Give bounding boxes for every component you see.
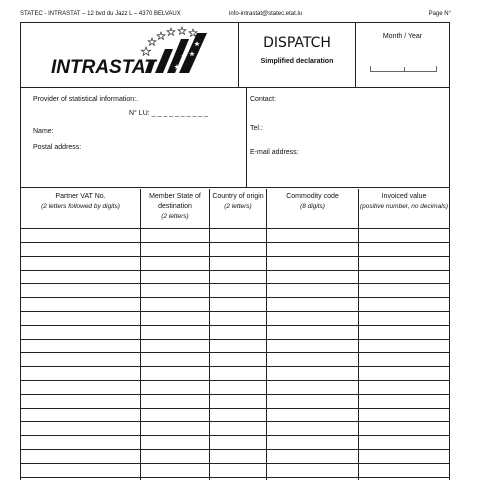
period-label: Month / Year	[382, 33, 423, 40]
partner-vat-cell[interactable]	[21, 353, 141, 367]
table-row	[21, 436, 449, 450]
invoiced-value-cell[interactable]	[359, 395, 449, 409]
member-state-cell[interactable]	[141, 270, 210, 284]
member-state-cell[interactable]	[141, 339, 210, 353]
partner-vat-cell[interactable]	[21, 284, 141, 298]
invoiced-value-cell[interactable]	[359, 326, 449, 340]
email-field[interactable]: E-mail address:	[250, 149, 299, 156]
invoiced-value-cell[interactable]	[359, 298, 449, 312]
period-input[interactable]	[370, 66, 437, 72]
partner-vat-cell[interactable]	[21, 257, 141, 271]
invoiced-value-cell[interactable]	[359, 450, 449, 464]
commodity-code-cell[interactable]	[267, 464, 359, 478]
column-title: Member State of destination	[149, 193, 201, 210]
partner-vat-cell[interactable]	[21, 381, 141, 395]
country-origin-cell[interactable]	[210, 243, 267, 257]
country-origin-cell[interactable]	[210, 284, 267, 298]
country-origin-cell[interactable]	[210, 270, 267, 284]
page-header	[20, 11, 460, 21]
table-row	[21, 353, 449, 367]
country-origin-cell[interactable]	[210, 339, 267, 353]
country-origin-cell[interactable]	[210, 450, 267, 464]
logo-text: INTRASTAT	[51, 57, 156, 78]
column-note: (2 letters)	[161, 213, 189, 220]
column-commodity-code	[267, 189, 359, 228]
country-origin-cell[interactable]	[210, 298, 267, 312]
table-row	[21, 395, 449, 409]
partner-vat-cell[interactable]	[21, 229, 141, 243]
country-origin-cell[interactable]	[210, 381, 267, 395]
partner-vat-cell[interactable]	[21, 298, 141, 312]
contact-field[interactable]: Contact:	[250, 96, 277, 103]
country-origin-cell[interactable]	[210, 436, 267, 450]
intrastat-logo-icon	[21, 23, 239, 88]
column-invoiced-value	[359, 189, 449, 228]
table-row	[21, 408, 449, 422]
column-note: (2 letters followed by digits)	[41, 203, 120, 210]
invoiced-value-cell[interactable]	[359, 422, 449, 436]
member-state-cell[interactable]	[141, 284, 210, 298]
member-state-cell[interactable]	[141, 298, 210, 312]
form-title: DISPATCH	[263, 35, 331, 51]
partner-vat-cell[interactable]	[21, 464, 141, 478]
column-title: Commodity code	[286, 193, 339, 200]
dispatch-form	[20, 22, 450, 480]
partner-vat-cell[interactable]	[21, 450, 141, 464]
member-state-cell[interactable]	[141, 395, 210, 409]
table-row	[21, 326, 449, 340]
table-header	[21, 189, 449, 229]
partner-vat-cell[interactable]	[21, 243, 141, 257]
partner-vat-cell[interactable]	[21, 436, 141, 450]
invoiced-value-cell[interactable]	[359, 229, 449, 243]
commodity-code-cell[interactable]	[267, 381, 359, 395]
invoiced-value-cell[interactable]	[359, 381, 449, 395]
invoiced-value-cell[interactable]	[359, 436, 449, 450]
column-note: (positive number, no decimals)	[359, 203, 449, 210]
member-state-cell[interactable]	[141, 381, 210, 395]
commodity-code-cell[interactable]	[267, 326, 359, 340]
column-note: (2 letters)	[224, 203, 252, 210]
member-state-cell[interactable]	[141, 367, 210, 381]
table-row	[21, 312, 449, 326]
commodity-code-cell[interactable]	[267, 436, 359, 450]
member-state-cell[interactable]	[141, 326, 210, 340]
commodity-code-cell[interactable]	[267, 367, 359, 381]
table-row	[21, 270, 449, 284]
partner-vat-cell[interactable]	[21, 339, 141, 353]
country-origin-cell[interactable]	[210, 422, 267, 436]
column-title: Country of origin	[212, 193, 264, 200]
table-row	[21, 339, 449, 353]
commodity-code-cell[interactable]	[267, 312, 359, 326]
title-cell	[239, 23, 356, 88]
member-state-cell[interactable]	[141, 436, 210, 450]
country-origin-cell[interactable]	[210, 312, 267, 326]
table-row	[21, 464, 449, 478]
invoiced-value-cell[interactable]	[359, 353, 449, 367]
table-row	[21, 243, 449, 257]
commodity-code-cell[interactable]	[267, 395, 359, 409]
table-row	[21, 284, 449, 298]
member-state-cell[interactable]	[141, 257, 210, 271]
table-row	[21, 298, 449, 312]
partner-vat-cell[interactable]	[21, 270, 141, 284]
country-origin-cell[interactable]	[210, 353, 267, 367]
commodity-code-cell[interactable]	[267, 284, 359, 298]
country-origin-cell[interactable]	[210, 257, 267, 271]
member-state-cell[interactable]	[141, 353, 210, 367]
logo-cell	[21, 23, 239, 88]
header-page-label: Page N°	[428, 11, 451, 17]
table-row	[21, 422, 449, 436]
period-cell	[356, 23, 449, 88]
commodity-code-cell[interactable]	[267, 408, 359, 422]
contact-cell	[247, 88, 449, 188]
commodity-code-cell[interactable]	[267, 422, 359, 436]
column-title: Invoiced value	[381, 193, 427, 200]
table-row	[21, 381, 449, 395]
tel-field[interactable]: Tel.:	[250, 125, 263, 132]
column-note: (8 digits)	[300, 203, 325, 210]
commodity-code-cell[interactable]	[267, 229, 359, 243]
column-member-state	[141, 189, 210, 228]
member-state-cell[interactable]	[141, 408, 210, 422]
partner-vat-cell[interactable]	[21, 326, 141, 340]
invoiced-value-cell[interactable]	[359, 464, 449, 478]
invoiced-value-cell[interactable]	[359, 243, 449, 257]
country-origin-cell[interactable]	[210, 464, 267, 478]
partner-vat-cell[interactable]	[21, 395, 141, 409]
postal-address-field[interactable]: Postal address:	[33, 144, 82, 151]
commodity-code-cell[interactable]	[267, 450, 359, 464]
column-title: Partner VAT No.	[55, 193, 106, 200]
invoiced-value-cell[interactable]	[359, 284, 449, 298]
lu-number-field[interactable]: N° LU: _ _ _ _ _ _ _ _ _ _	[129, 110, 209, 117]
member-state-cell[interactable]	[141, 229, 210, 243]
commodity-code-cell[interactable]	[267, 339, 359, 353]
commodity-code-cell[interactable]	[267, 257, 359, 271]
invoiced-value-cell[interactable]	[359, 257, 449, 271]
form-subtitle: Simplified declaration	[260, 58, 334, 65]
member-state-cell[interactable]	[141, 312, 210, 326]
country-origin-cell[interactable]	[210, 326, 267, 340]
country-origin-cell[interactable]	[210, 229, 267, 243]
info-section	[21, 88, 449, 188]
invoiced-value-cell[interactable]	[359, 339, 449, 353]
table-row	[21, 257, 449, 271]
table-body	[21, 229, 449, 480]
table-row	[21, 367, 449, 381]
column-country-origin	[210, 189, 267, 228]
invoiced-value-cell[interactable]	[359, 408, 449, 422]
partner-vat-cell[interactable]	[21, 408, 141, 422]
form-header	[21, 23, 449, 88]
commodity-code-cell[interactable]	[267, 298, 359, 312]
commodity-code-cell[interactable]	[267, 270, 359, 284]
header-address: STATEC - INTRASTAT – 12 bvd du Jazz L – 4370 BELVAUX	[20, 11, 181, 17]
table-row	[21, 229, 449, 243]
partner-vat-cell[interactable]	[21, 422, 141, 436]
table-row	[21, 450, 449, 464]
member-state-cell[interactable]	[141, 464, 210, 478]
name-field[interactable]: Name:	[33, 128, 54, 135]
member-state-cell[interactable]	[141, 422, 210, 436]
column-partner-vat	[21, 189, 141, 228]
country-origin-cell[interactable]	[210, 408, 267, 422]
commodity-code-cell[interactable]	[267, 243, 359, 257]
member-state-cell[interactable]	[141, 450, 210, 464]
invoiced-value-cell[interactable]	[359, 270, 449, 284]
commodity-code-cell[interactable]	[267, 353, 359, 367]
country-origin-cell[interactable]	[210, 367, 267, 381]
invoiced-value-cell[interactable]	[359, 367, 449, 381]
country-origin-cell[interactable]	[210, 395, 267, 409]
provider-label: Provider of statistical information:.	[33, 96, 139, 103]
partner-vat-cell[interactable]	[21, 367, 141, 381]
partner-vat-cell[interactable]	[21, 312, 141, 326]
header-email: info-intrastat@statec.etat.lu	[229, 11, 303, 17]
provider-cell	[21, 88, 247, 188]
invoiced-value-cell[interactable]	[359, 312, 449, 326]
member-state-cell[interactable]	[141, 243, 210, 257]
